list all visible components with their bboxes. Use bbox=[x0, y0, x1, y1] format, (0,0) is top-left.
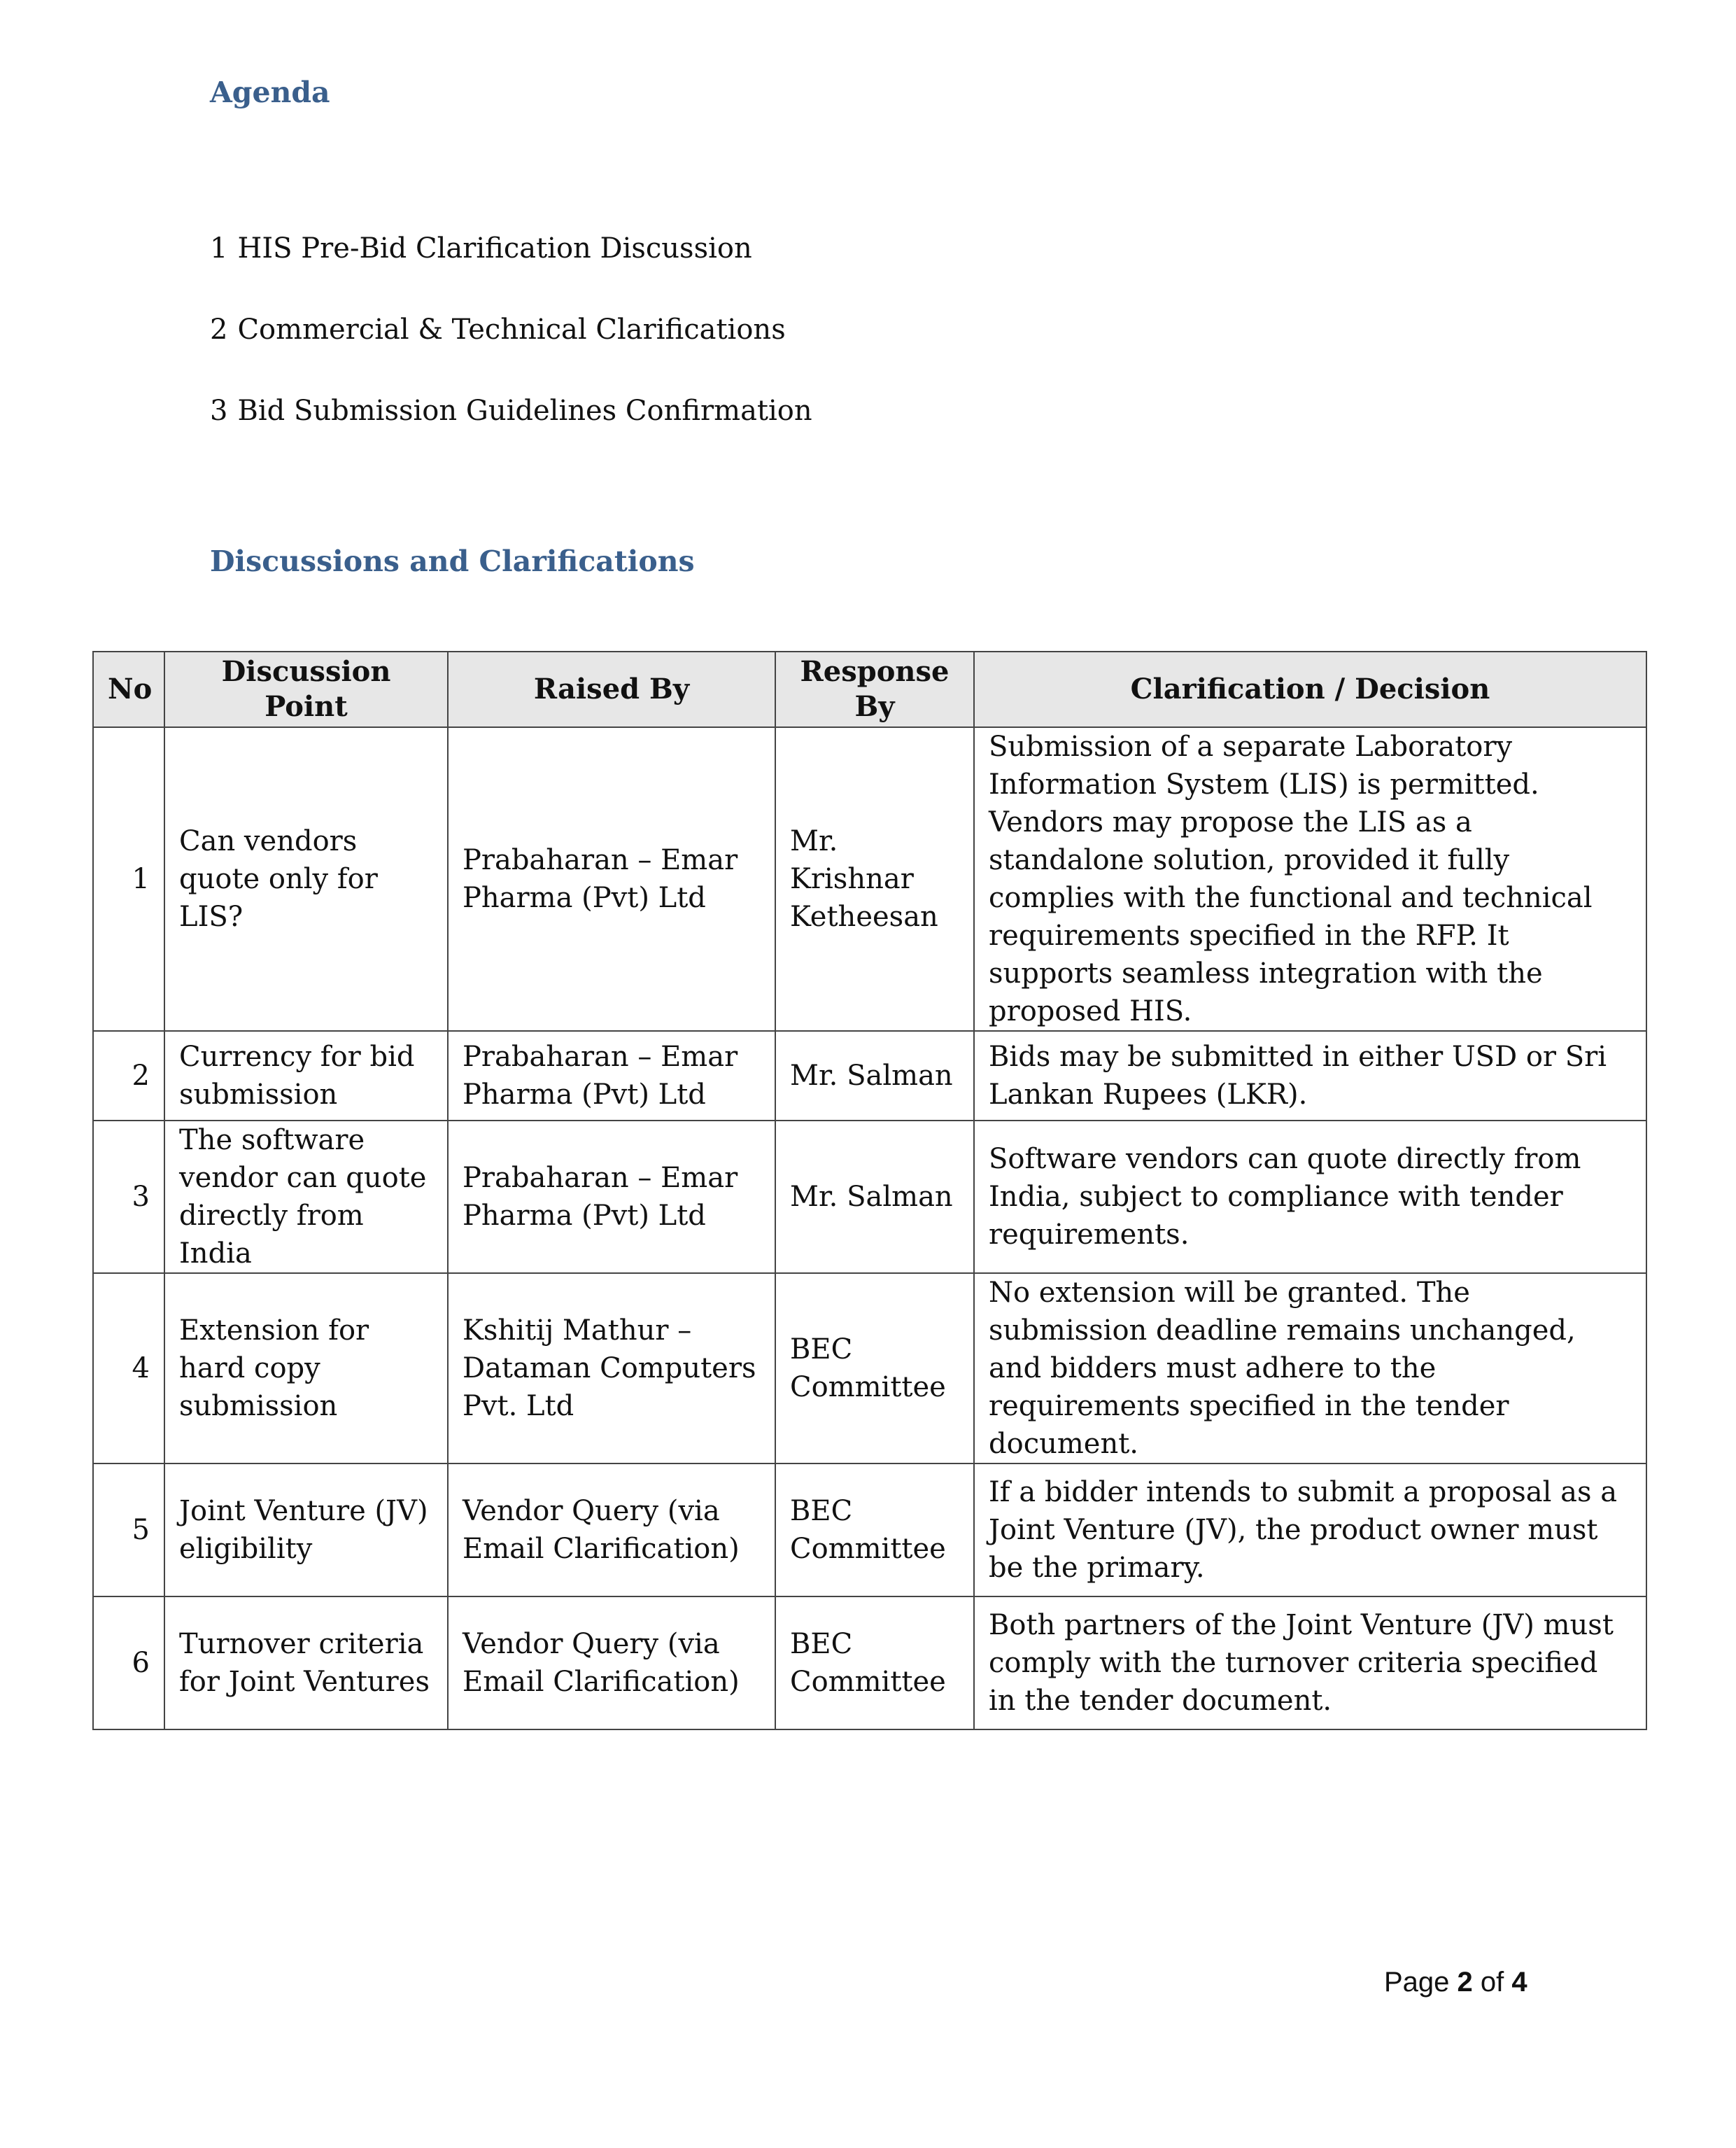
header-clarification-decision: Clarification / Decision bbox=[974, 652, 1646, 727]
agenda-item-number: 1 bbox=[210, 232, 228, 265]
agenda-item bbox=[210, 316, 812, 397]
row-number: 3 bbox=[93, 1121, 164, 1273]
discussion-point: Joint Venture (JV) eligibility bbox=[164, 1463, 448, 1596]
raised-by: Kshitij Mathur – Dataman Computers Pvt. Ltd bbox=[448, 1273, 775, 1463]
header-no: No bbox=[93, 652, 164, 727]
page-label: Page bbox=[1384, 1967, 1450, 1998]
table-row bbox=[93, 1463, 1646, 1596]
table-header-row bbox=[93, 652, 1646, 727]
clarifications-table bbox=[92, 651, 1647, 1730]
raised-by: Prabaharan – Emar Pharma (Pvt) Ltd bbox=[448, 727, 775, 1031]
agenda-list bbox=[210, 234, 812, 478]
discussion-point: Can vendors quote only for LIS? bbox=[164, 727, 448, 1031]
agenda-item-text: Commercial & Technical Clarifications bbox=[237, 314, 786, 346]
row-number: 6 bbox=[93, 1596, 164, 1729]
clarification-decision: If a bidder intends to submit a proposal as a Joint Venture (JV), the product owner must be the primary. bbox=[974, 1463, 1646, 1596]
header-discussion-point: Discussion Point bbox=[164, 652, 448, 727]
table-row bbox=[93, 1596, 1646, 1729]
clarification-decision: Submission of a separate Laboratory Information System (LIS) is permitted. Vendors may propose the LIS as a standalone solution, provided it fully complies with the functional and technical requirements specified in the RFP. It supports seamless integration with the proposed HIS. bbox=[974, 727, 1646, 1031]
clarification-decision: Bids may be submitted in either USD or Sri Lankan Rupees (LKR). bbox=[974, 1031, 1646, 1121]
agenda-item-text: Bid Submission Guidelines Confirmation bbox=[237, 395, 812, 427]
page-current: 2 bbox=[1457, 1967, 1473, 1998]
agenda-item-text: HIS Pre-Bid Clarification Discussion bbox=[237, 232, 752, 265]
discussion-point: The software vendor can quote directly from India bbox=[164, 1121, 448, 1273]
header-response-by: Response By bbox=[775, 652, 974, 727]
table-row bbox=[93, 727, 1646, 1031]
page-total: 4 bbox=[1511, 1967, 1527, 1998]
page-number bbox=[1384, 1968, 1527, 1996]
raised-by: Vendor Query (via Email Clarification) bbox=[448, 1463, 775, 1596]
row-number: 4 bbox=[93, 1273, 164, 1463]
discussion-point: Currency for bid submission bbox=[164, 1031, 448, 1121]
discussion-point: Turnover criteria for Joint Ventures bbox=[164, 1596, 448, 1729]
raised-by: Prabaharan – Emar Pharma (Pvt) Ltd bbox=[448, 1121, 775, 1273]
raised-by: Vendor Query (via Email Clarification) bbox=[448, 1596, 775, 1729]
response-by: BEC Committee bbox=[775, 1273, 974, 1463]
row-number: 2 bbox=[93, 1031, 164, 1121]
response-by: Mr. Krishnar Ketheesan bbox=[775, 727, 974, 1031]
clarification-decision: Both partners of the Joint Venture (JV) must comply with the turnover criteria specified in the tender document. bbox=[974, 1596, 1646, 1729]
raised-by: Prabaharan – Emar Pharma (Pvt) Ltd bbox=[448, 1031, 775, 1121]
discussion-point: Extension for hard copy submission bbox=[164, 1273, 448, 1463]
table-row bbox=[93, 1273, 1646, 1463]
response-by: Mr. Salman bbox=[775, 1121, 974, 1273]
agenda-heading: Agenda bbox=[210, 76, 330, 109]
response-by: Mr. Salman bbox=[775, 1031, 974, 1121]
response-by: BEC Committee bbox=[775, 1463, 974, 1596]
response-by: BEC Committee bbox=[775, 1596, 974, 1729]
clarification-decision: Software vendors can quote directly from India, subject to compliance with tender requirements. bbox=[974, 1121, 1646, 1273]
table-row bbox=[93, 1121, 1646, 1273]
table-row bbox=[93, 1031, 1646, 1121]
agenda-item bbox=[210, 397, 812, 478]
page-of-label: of bbox=[1480, 1967, 1504, 1998]
row-number: 5 bbox=[93, 1463, 164, 1596]
header-raised-by: Raised By bbox=[448, 652, 775, 727]
agenda-item-number: 3 bbox=[210, 395, 228, 427]
discussions-heading: Discussions and Clarifications bbox=[210, 545, 695, 578]
agenda-item-number: 2 bbox=[210, 314, 228, 346]
row-number: 1 bbox=[93, 727, 164, 1031]
clarification-decision: No extension will be granted. The submission deadline remains unchanged, and bidders must adhere to the requirements specified in the tender document. bbox=[974, 1273, 1646, 1463]
agenda-item bbox=[210, 234, 812, 316]
